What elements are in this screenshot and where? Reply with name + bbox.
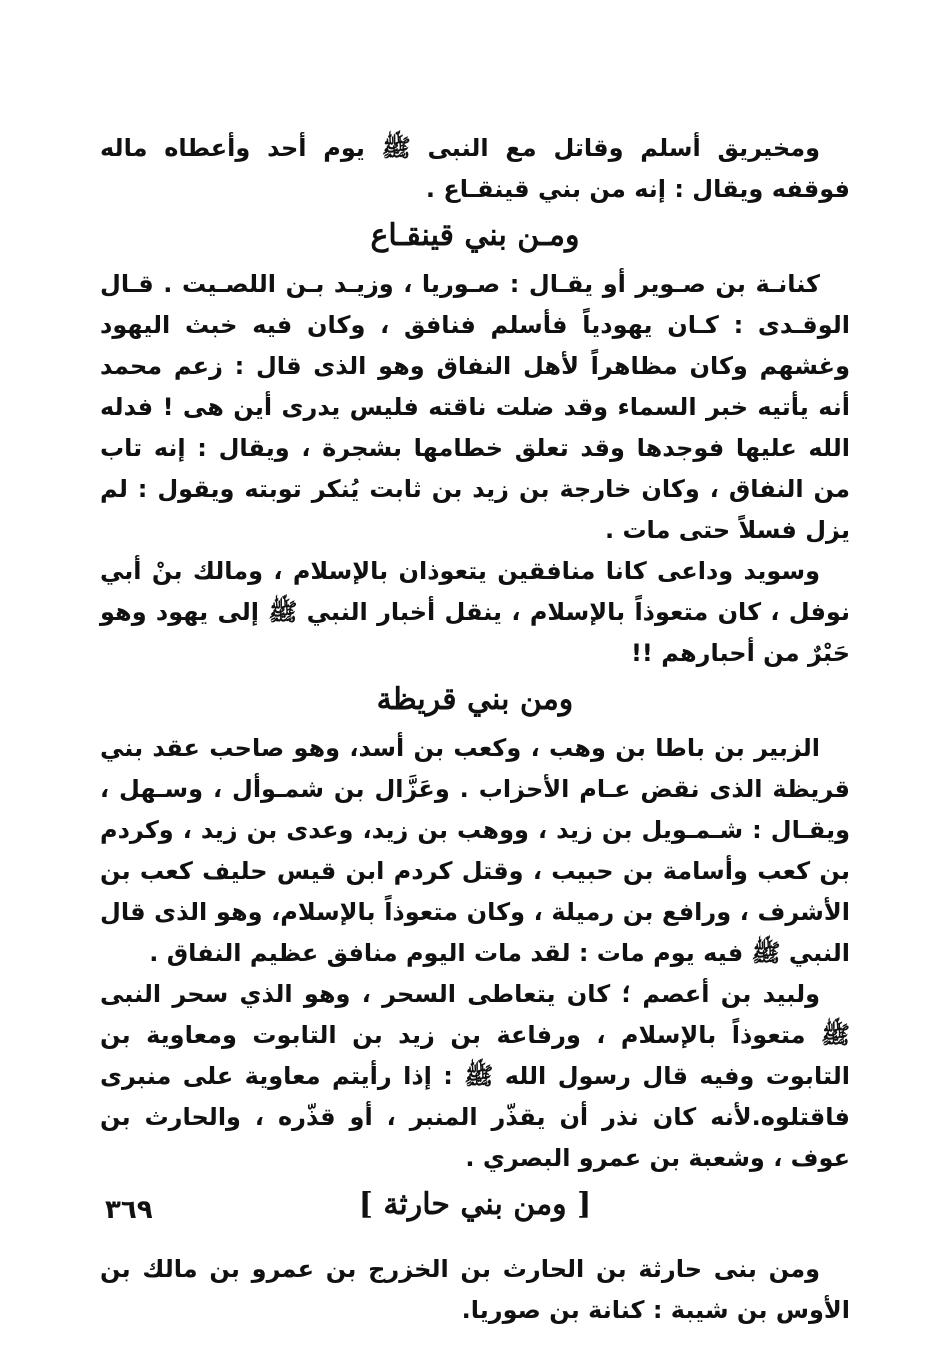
paragraph-mukhayriq: ومخيريق أسلم وقاتل مع النبى ﷺ يوم أحد وأعطاه ماله فوقفه ويقال : إنه من بني قينقـاع . <box>100 134 850 203</box>
spacer <box>100 1233 850 1249</box>
heading-bani-qaynuqa: ومـن بني قينقـاع <box>370 218 580 253</box>
heading-bani-haritha: [ ومن بني حارثة ] <box>358 1187 592 1222</box>
paragraph-kinana: كنانـة بن صـوير أو يقـال : صـوريا ، وزيـد بـن اللصـيت . قـال الوقـدى : كـان يهودياً فأسلم فنافق ، وكان فيه خبث اليهود وغشهم وكان مظاهراً لأهل النفاق وهو الذى قال : زعم محمد أنه يأتيه خبر السماء وقد ضلت ناقته فليس يدرى أين هى ! فدله الله عليها فوجدها وقد تعلق خطامها بشجرة ، ويقال : إنه تاب من النفاق ، وكان خارجة بن زيد بن ثابت يُنكر توبته ويقول : لم يزل فسلاً حتى مات . <box>100 270 850 544</box>
paragraph-zubayr: الزبير بن باطا بن وهب ، وكعب بن أسد، وهو صاحب عقد بني قريظة الذى نقض عـام الأحزاب . وعَزَّال بن شمـوأل ، وسـهل ، ويقـال : شـمـويل بن زيد ، ووهب بن زيد، وعدى بن زيد ، وكردم بن كعب وأسامة بن حبيب ، وقتل كردم ابن قيس حليف كعب بن الأشرف ، ورافع بن رميلة ، وكان متعوذاً بالإسلام، وهو الذى قال النبي ﷺ فيه يوم مات : لقد مات اليوم منافق عظيم النفاق . <box>100 734 850 967</box>
paragraph-bani-haritha: ومن بنى حارثة بن الحارث بن الخزرج بن عمرو بن مالك بن الأوس بن شيبة : كنانة بن صوريا. <box>100 1255 850 1324</box>
heading-bani-qurayza: ومن بني قريظة <box>376 682 574 717</box>
page-body <box>100 128 850 1331</box>
paragraph-labid: ولبيد بن أعصم ؛ كان يتعاطى السحر ، وهو الذي سحر النبى ﷺ متعوذاً بالإسلام ، ورفاعة بن زيد بن التابوت ومعاوية بن التابوت وفيه قال رسول الله ﷺ : إذا رأيتم معاوية على منبرى فاقتلوه.لأنه كان نذر أن يقذّر المنبر ، أو قذّره ، والحارث بن عوف ، وشعبة بن عمرو البصري . <box>100 980 850 1172</box>
page-number: ٣٦٩ <box>105 1195 153 1225</box>
paragraph-suwayd: وسويد وداعى كانا منافقين يتعوذان بالإسلام ، ومالك بنْ أبي نوفل ، كان متعوذاً بالإسلام ، ينقل أخبار النبي ﷺ إلى يهود وهو حَبْرٌ من أحبارهم !! <box>100 557 850 667</box>
